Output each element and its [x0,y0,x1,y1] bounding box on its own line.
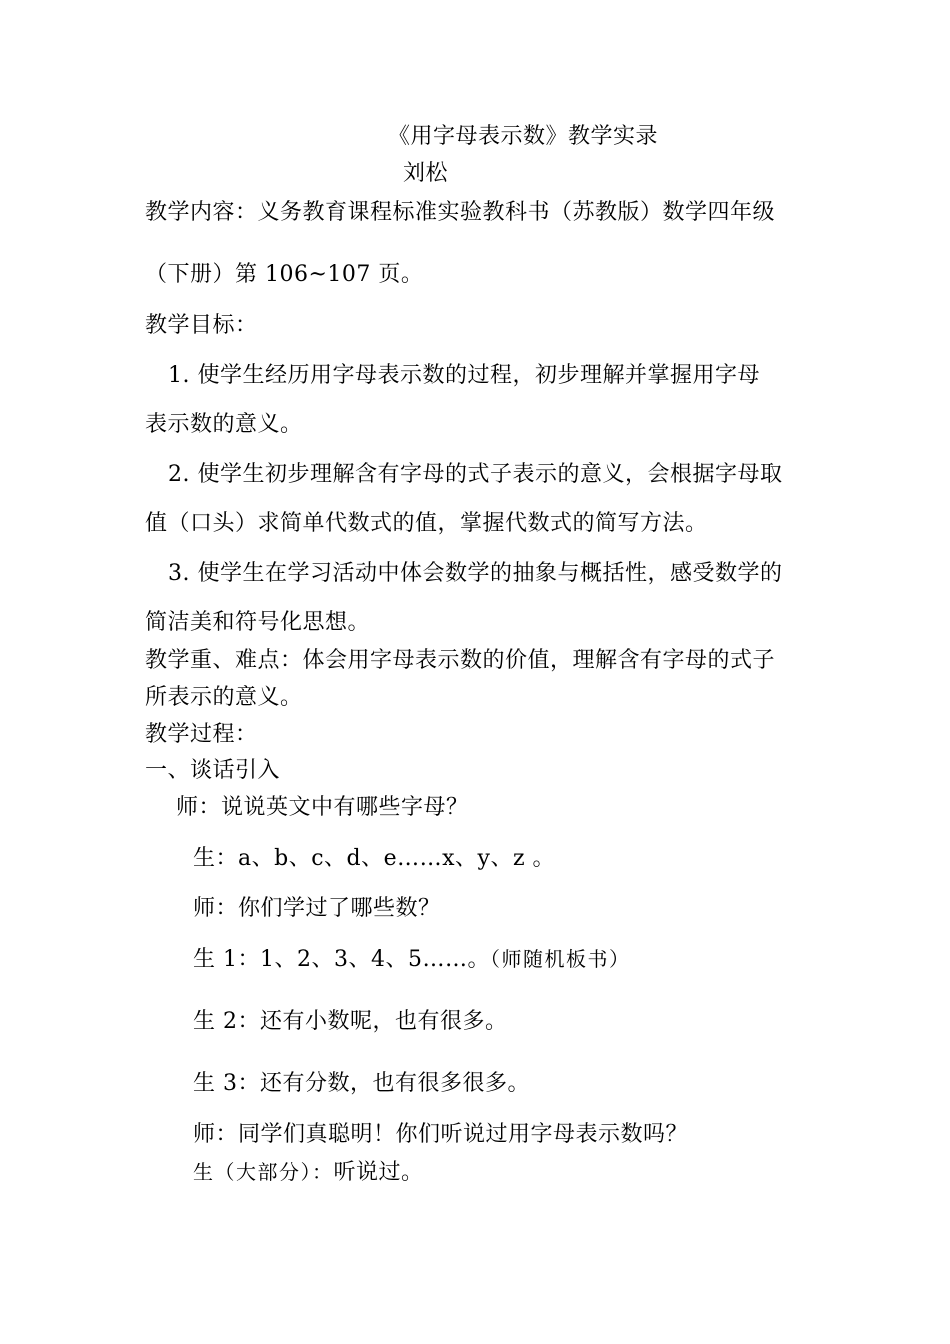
objective-1-line-1: 1. 使学生经历用字母表示数的过程，初步理解并掌握用字母 [168,363,760,388]
objectives-heading: 教学目标： [145,313,258,338]
objective-3-line-2: 简洁美和符号化思想。 [145,610,371,635]
dialogue-line-7: 师：同学们真聪明！你们听说过用字母表示数吗？ [193,1122,689,1147]
dialogue-line-4-main: 生 1：1、2、3、4、5……。 [193,947,490,972]
dialogue-line-8-speaker: 生（大部分）： [193,1160,334,1184]
content-line-2: （下册）第 106~107 页。 [145,262,424,287]
dialogue-line-5: 生 2：还有小数呢，也有很多。 [193,1009,508,1034]
objective-2-line-2: 值（口头）求简单代数式的值，掌握代数式的简写方法。 [145,511,708,536]
dialogue-line-1: 师：说说英文中有哪些字母？ [176,795,469,820]
dialogue-line-8 [193,1159,424,1186]
objective-2-line-1: 2. 使学生初步理解含有字母的式子表示的意义，会根据字母取 [168,462,783,487]
section-1-heading: 一、谈话引入 [145,758,281,783]
dialogue-line-4-note: （师随机板书） [489,947,631,971]
process-heading: 教学过程： [145,722,258,747]
dialogue-line-3: 师：你们学过了哪些数？ [193,896,441,921]
objective-3-line-1: 3. 使学生在学习活动中体会数学的抽象与概括性，感受数学的 [168,561,783,586]
document-title: 《用字母表示数》教学实录 [388,124,659,149]
objective-1-line-2: 表示数的意义。 [145,412,303,437]
dialogue-line-8-text: 听说过。 [333,1160,424,1185]
content-line-1: 教学内容：义务教育课程标准实验教科书（苏教版）数学四年级 [145,200,776,225]
key-points-line-2: 所表示的意义。 [145,685,303,710]
dialogue-line-2: 生：a、b、c、d、e……x、y、z 。 [193,846,556,871]
dialogue-line-6: 生 3：还有分数，也有很多很多。 [193,1071,530,1096]
dialogue-line-4 [193,946,630,973]
key-points-line-1: 教学重、难点：体会用字母表示数的价值，理解含有字母的式子 [145,648,776,673]
document-author: 刘松 [403,161,449,186]
